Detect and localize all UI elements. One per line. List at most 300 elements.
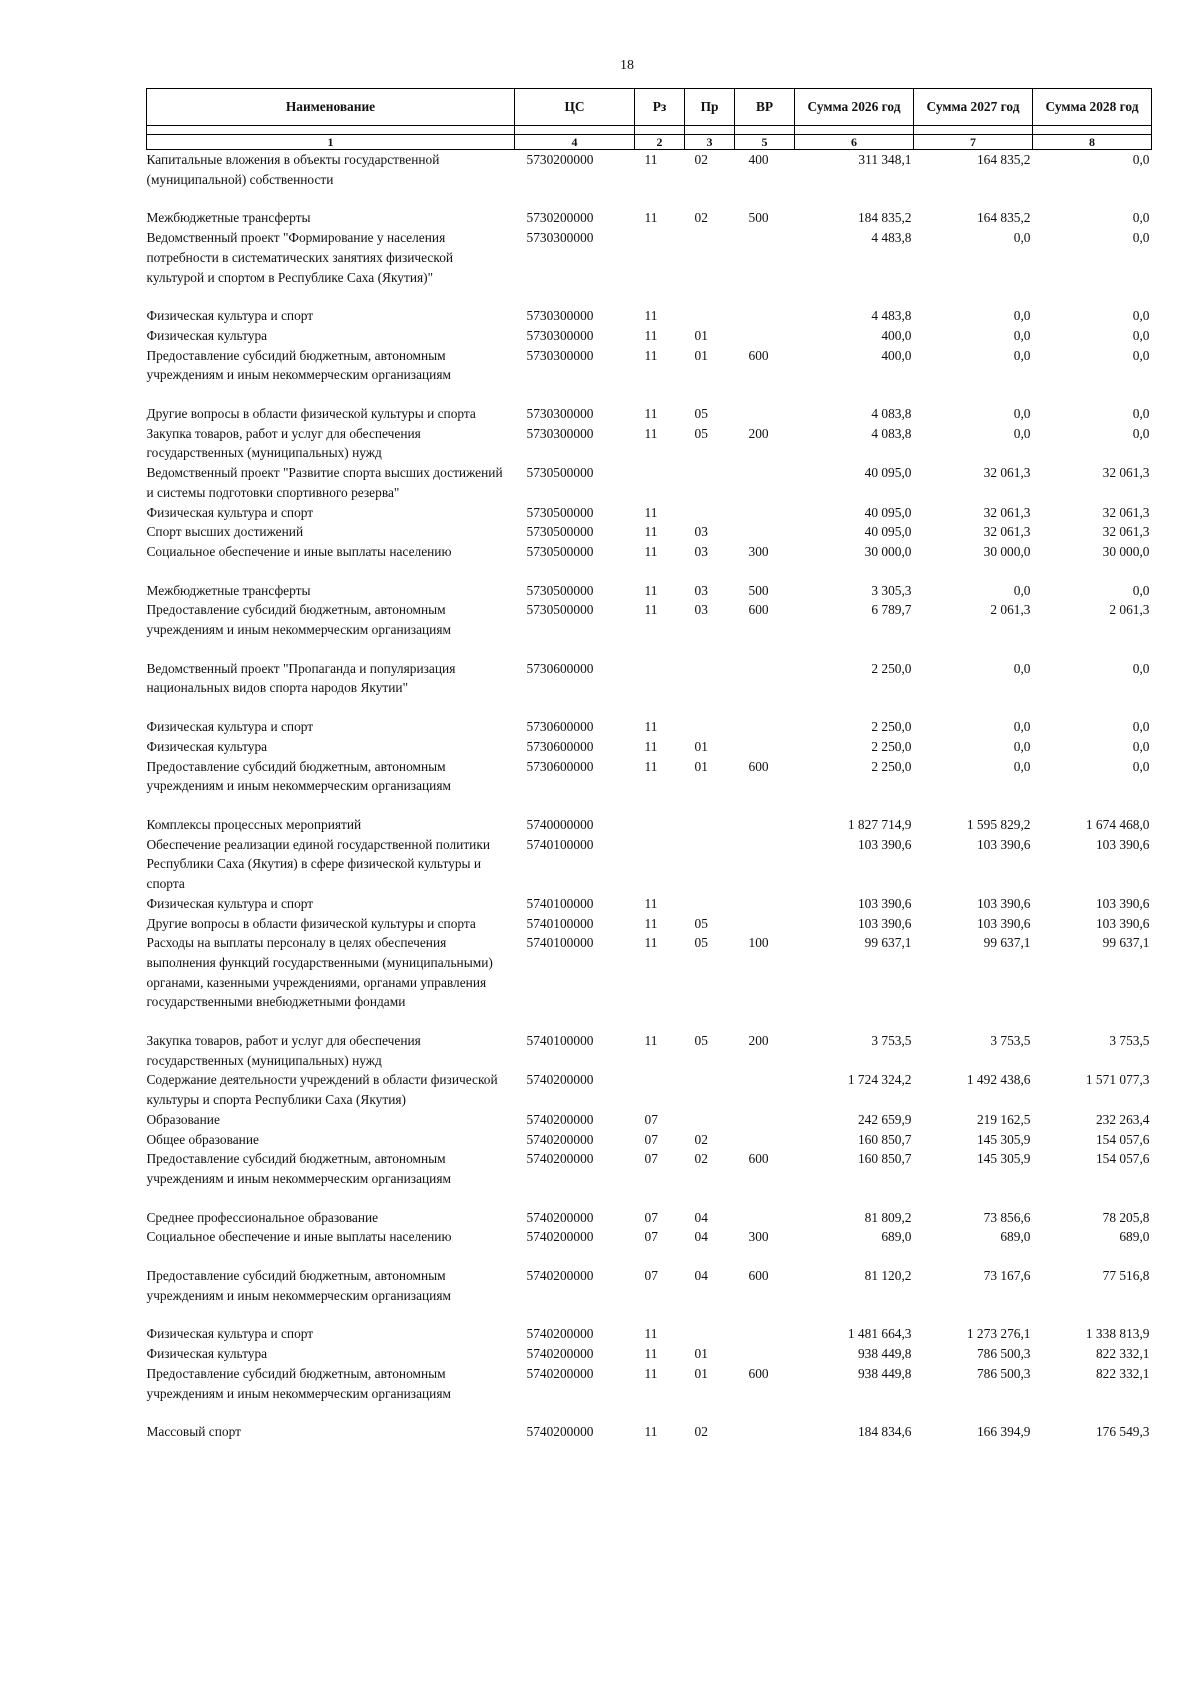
- row-sum-2026: 938 449,8: [857, 1365, 912, 1381]
- row-pr-code: 01: [694, 327, 708, 343]
- table-row: [147, 1324, 1152, 1344]
- column-number: 3: [685, 135, 735, 150]
- table-row: [147, 1364, 1152, 1422]
- row-sum-2028: 1 338 813,9: [1085, 1326, 1150, 1342]
- table-row: [147, 1070, 1152, 1109]
- row-sum-2028: 103 390,6: [1095, 836, 1150, 852]
- row-rz-code: 11: [644, 1033, 658, 1049]
- row-cs-code: 5740200000: [526, 1072, 594, 1088]
- row-rz-code: 11: [644, 582, 658, 598]
- row-cs-code: 5740200000: [526, 1111, 594, 1127]
- row-rz-code: 11: [644, 425, 658, 441]
- table-row: [147, 346, 1152, 404]
- row-pr-code: [685, 306, 735, 326]
- table-row: [147, 757, 1152, 815]
- row-sum-2027: 145 305,9: [976, 1131, 1031, 1147]
- row-rz-code: [635, 228, 685, 306]
- row-sum-2026: 938 449,8: [857, 1346, 912, 1362]
- row-vr-code: 500: [748, 210, 769, 226]
- table-row: [147, 717, 1152, 737]
- row-rz-code: [635, 815, 685, 835]
- row-vr-code: [735, 1422, 795, 1442]
- row-pr-code: 04: [694, 1268, 708, 1284]
- row-sum-2028: 0,0: [1132, 327, 1150, 343]
- row-vr-code: 600: [748, 602, 769, 618]
- row-name: Образование: [146, 1111, 220, 1127]
- table-row: [147, 542, 1152, 581]
- row-rz-code: 11: [644, 758, 658, 774]
- row-cs-code: 5740200000: [526, 1229, 594, 1245]
- row-sum-2027: 30 000,0: [983, 543, 1031, 559]
- row-vr-code: [735, 1130, 795, 1150]
- row-rz-code: 07: [644, 1268, 658, 1284]
- table-row: [147, 503, 1152, 523]
- row-sum-2026: 99 637,1: [864, 935, 912, 951]
- row-rz-code: 07: [644, 1151, 658, 1167]
- row-name: Физическая культура: [146, 738, 268, 754]
- row-sum-2027: 1 595 829,2: [966, 816, 1031, 832]
- row-pr-code: 02: [694, 210, 708, 226]
- row-sum-2028: 0,0: [1132, 660, 1150, 676]
- table-row: [147, 737, 1152, 757]
- row-sum-2028: 232 263,4: [1095, 1111, 1150, 1127]
- row-pr-code: [685, 894, 735, 914]
- row-sum-2027: 99 637,1: [983, 935, 1031, 951]
- row-pr-code: [685, 835, 735, 894]
- row-rz-code: 11: [644, 406, 658, 422]
- row-name: Массовый спорт: [146, 1424, 241, 1440]
- table-row: [147, 326, 1152, 346]
- row-name: Другие вопросы в области физической культуры и спорта: [146, 406, 476, 422]
- row-sum-2027: 0,0: [1013, 738, 1031, 754]
- row-cs-code: 5740200000: [526, 1209, 594, 1225]
- row-pr-code: [685, 1070, 735, 1109]
- row-sum-2028: 0,0: [1132, 152, 1150, 167]
- row-rz-code: 07: [644, 1111, 658, 1127]
- row-pr-code: 04: [694, 1209, 708, 1225]
- table-row: [147, 600, 1152, 658]
- row-name: Ведомственный проект "Развитие спорта высших достижений и системы подготовки спортивного резерва": [146, 465, 503, 500]
- row-rz-code: 11: [644, 308, 658, 324]
- row-sum-2028: 0,0: [1132, 406, 1150, 422]
- row-pr-code: [685, 717, 735, 737]
- row-sum-2028: 822 332,1: [1095, 1365, 1150, 1381]
- row-rz-code: [635, 659, 685, 717]
- row-vr-code: [735, 815, 795, 835]
- row-sum-2026: 4 083,8: [871, 425, 912, 441]
- row-name: Предоставление субсидий бюджетным, автономным учреждениям и иным некоммерческим организациям: [146, 1268, 451, 1303]
- row-sum-2027: 0,0: [1013, 758, 1031, 774]
- row-sum-2028: 32 061,3: [1102, 465, 1150, 481]
- table-row: [147, 463, 1152, 502]
- row-sum-2027: 0,0: [1013, 230, 1031, 246]
- row-pr-code: 03: [694, 602, 708, 618]
- row-sum-2027: 0,0: [1013, 327, 1031, 343]
- table-row: [147, 1208, 1152, 1228]
- row-sum-2028: 103 390,6: [1095, 895, 1150, 911]
- row-vr-code: 400: [748, 152, 769, 167]
- table-row: [147, 1130, 1152, 1150]
- column-number: 2: [635, 135, 685, 150]
- table-row: [147, 404, 1152, 424]
- row-cs-code: 5730300000: [526, 406, 594, 422]
- row-sum-2028: 154 057,6: [1095, 1151, 1150, 1167]
- row-pr-code: 03: [694, 524, 708, 540]
- row-pr-code: 05: [694, 425, 708, 441]
- row-name: Ведомственный проект "Пропаганда и популяризация национальных видов спорта народов Якутии": [146, 660, 456, 696]
- table-row: [147, 208, 1152, 228]
- row-pr-code: 05: [694, 935, 708, 951]
- row-name: Физическая культура и спорт: [146, 308, 314, 324]
- row-rz-code: 11: [644, 504, 658, 520]
- row-sum-2027: 0,0: [1013, 719, 1031, 735]
- row-vr-code: [735, 835, 795, 894]
- row-sum-2028: 1 674 468,0: [1085, 816, 1150, 832]
- row-vr-code: 200: [748, 425, 769, 441]
- row-rz-code: 11: [644, 719, 658, 735]
- table-row: [147, 150, 1152, 209]
- row-name: Спорт высших достижений: [146, 524, 304, 540]
- row-vr-code: [735, 463, 795, 502]
- row-vr-code: 600: [748, 1365, 769, 1381]
- row-name: Межбюджетные трансферты: [146, 210, 311, 226]
- row-name: Другие вопросы в области физической культуры и спорта: [146, 915, 476, 931]
- table-row: [147, 424, 1152, 463]
- row-sum-2027: 0,0: [1013, 406, 1031, 422]
- row-cs-code: 5730500000: [526, 524, 594, 540]
- row-cs-code: 5730600000: [526, 719, 594, 735]
- row-sum-2027: 1 492 438,6: [966, 1072, 1031, 1088]
- table-row: [147, 659, 1152, 717]
- row-vr-code: [735, 1208, 795, 1228]
- row-sum-2026: 2 250,0: [871, 660, 912, 676]
- row-sum-2026: 2 250,0: [871, 719, 912, 735]
- row-sum-2026: 81 120,2: [864, 1268, 912, 1284]
- row-sum-2028: 0,0: [1132, 582, 1150, 598]
- row-name: Закупка товаров, работ и услуг для обеспечения государственных (муниципальных) нужд: [146, 1033, 421, 1068]
- row-sum-2028: 0,0: [1132, 210, 1150, 226]
- row-vr-code: [735, 1324, 795, 1344]
- row-sum-2027: 73 167,6: [983, 1268, 1031, 1284]
- row-sum-2028: 689,0: [1119, 1229, 1150, 1245]
- table-row: [147, 1422, 1152, 1442]
- column-number: 1: [147, 135, 515, 150]
- row-sum-2026: 81 809,2: [864, 1209, 912, 1225]
- row-pr-code: 03: [694, 582, 708, 598]
- row-sum-2028: 2 061,3: [1109, 602, 1150, 618]
- row-vr-code: 600: [748, 1151, 769, 1167]
- table-row: [147, 835, 1152, 894]
- row-sum-2027: 103 390,6: [976, 836, 1031, 852]
- table-row: [147, 914, 1152, 934]
- row-sum-2027: 0,0: [1013, 308, 1031, 324]
- row-cs-code: 5730300000: [526, 347, 594, 363]
- table-row: [147, 815, 1152, 835]
- row-cs-code: 5730600000: [526, 738, 594, 754]
- row-sum-2027: 0,0: [1013, 582, 1031, 598]
- row-name: Физическая культура и спорт: [146, 719, 314, 735]
- row-sum-2026: 160 850,7: [857, 1151, 912, 1167]
- row-pr-code: 02: [694, 152, 708, 167]
- row-pr-code: [685, 463, 735, 502]
- row-name: Среднее профессиональное образование: [146, 1209, 379, 1225]
- row-pr-code: [685, 228, 735, 306]
- row-sum-2028: 103 390,6: [1095, 915, 1150, 931]
- row-pr-code: 01: [694, 738, 708, 754]
- row-pr-code: 03: [694, 543, 708, 559]
- row-cs-code: 5740200000: [526, 1424, 594, 1440]
- row-rz-code: 11: [644, 524, 658, 540]
- table-row: [147, 1110, 1152, 1130]
- row-name: Предоставление субсидий бюджетным, автономным учреждениям и иным некоммерческим организациям: [146, 758, 451, 794]
- row-pr-code: [685, 659, 735, 717]
- row-name: Предоставление субсидий бюджетным, автономным учреждениям и иным некоммерческим организациям: [146, 1365, 451, 1401]
- row-sum-2026: 40 095,0: [864, 504, 912, 520]
- row-name: Физическая культура и спорт: [146, 504, 314, 520]
- row-rz-code: 11: [644, 543, 658, 559]
- row-sum-2026: 689,0: [881, 1229, 912, 1245]
- row-vr-code: 500: [748, 582, 769, 598]
- row-cs-code: 5730200000: [526, 152, 594, 167]
- row-rz-code: 11: [644, 1365, 658, 1381]
- row-cs-code: 5740200000: [526, 1151, 594, 1167]
- row-cs-code: 5740200000: [526, 1326, 594, 1342]
- table-row: [147, 1266, 1152, 1324]
- row-sum-2026: 103 390,6: [857, 836, 912, 852]
- row-rz-code: 07: [644, 1229, 658, 1245]
- table-row: [147, 933, 1152, 1031]
- row-pr-code: [685, 503, 735, 523]
- row-vr-code: [735, 306, 795, 326]
- row-sum-2027: 0,0: [1013, 660, 1031, 676]
- column-number: 7: [914, 135, 1033, 150]
- row-sum-2027: 0,0: [1013, 347, 1031, 363]
- row-cs-code: 5730300000: [526, 308, 594, 324]
- row-name: Ведомственный проект "Формирование у населения потребности в систематических занятиях физической культурой и спортом в Республике Саха (Якутия)": [146, 230, 454, 285]
- row-sum-2026: 3 305,3: [871, 582, 912, 598]
- row-sum-2027: 103 390,6: [976, 895, 1031, 911]
- row-pr-code: [685, 1324, 735, 1344]
- row-name: Физическая культура и спорт: [146, 895, 314, 911]
- row-sum-2026: 4 483,8: [871, 308, 912, 324]
- row-sum-2027: 219 162,5: [976, 1111, 1031, 1127]
- column-number: 4: [515, 135, 635, 150]
- row-sum-2028: 0,0: [1132, 347, 1150, 363]
- row-name: Предоставление субсидий бюджетным, автономным учреждениям и иным некоммерческим организациям: [146, 602, 451, 638]
- row-sum-2028: 99 637,1: [1102, 935, 1150, 951]
- row-vr-code: [735, 326, 795, 346]
- row-sum-2028: 822 332,1: [1095, 1346, 1150, 1362]
- header-sum-2027: Сумма 2027 год: [914, 89, 1033, 126]
- row-sum-2028: 32 061,3: [1102, 524, 1150, 540]
- row-sum-2027: 32 061,3: [983, 524, 1031, 540]
- row-vr-code: 300: [748, 1229, 769, 1245]
- row-vr-code: [735, 522, 795, 542]
- table-row: [147, 581, 1152, 601]
- row-sum-2027: 164 835,2: [976, 210, 1031, 226]
- row-vr-code: [735, 717, 795, 737]
- row-rz-code: 11: [644, 1424, 658, 1440]
- column-number: 8: [1033, 135, 1152, 150]
- row-cs-code: 5730500000: [526, 504, 594, 520]
- row-sum-2027: 166 394,9: [976, 1424, 1031, 1440]
- table-row: [147, 228, 1152, 306]
- row-rz-code: [635, 1070, 685, 1109]
- row-name: Капитальные вложения в объекты государственной (муниципальной) собственности: [146, 152, 440, 187]
- row-pr-code: 01: [694, 1346, 708, 1362]
- row-cs-code: 5730600000: [526, 660, 594, 676]
- page-number: 18: [620, 58, 634, 73]
- header-rz: Рз: [635, 89, 685, 126]
- table-row: [147, 306, 1152, 326]
- row-vr-code: [735, 1070, 795, 1109]
- row-sum-2028: 32 061,3: [1102, 504, 1150, 520]
- header-sum-2028: Сумма 2028 год: [1033, 89, 1152, 126]
- row-sum-2027: 103 390,6: [976, 915, 1031, 931]
- row-vr-code: [735, 1110, 795, 1130]
- row-vr-code: [735, 914, 795, 934]
- table-header-row: [147, 89, 1152, 126]
- row-pr-code: 01: [694, 1365, 708, 1381]
- row-cs-code: 5740100000: [526, 895, 594, 911]
- row-cs-code: 5730500000: [526, 602, 594, 618]
- row-rz-code: 11: [644, 327, 658, 343]
- row-sum-2028: 0,0: [1132, 719, 1150, 735]
- row-sum-2026: 184 835,2: [857, 210, 912, 226]
- row-rz-code: 11: [644, 895, 658, 911]
- row-name: Обеспечение реализации единой государственной политики Республики Саха (Якутия) в сфере физической культуры и спорта: [146, 836, 491, 892]
- row-name: Закупка товаров, работ и услуг для обеспечения государственных (муниципальных) нужд: [146, 425, 421, 461]
- header-sum-2026: Сумма 2026 год: [795, 89, 914, 126]
- row-sum-2027: 786 500,3: [976, 1346, 1031, 1362]
- row-vr-code: 600: [748, 1268, 769, 1284]
- row-name: Комплексы процессных мероприятий: [146, 816, 362, 832]
- row-sum-2027: 32 061,3: [983, 504, 1031, 520]
- row-sum-2026: 6 789,7: [871, 602, 912, 618]
- row-pr-code: 05: [694, 1033, 708, 1049]
- row-sum-2028: 1 571 077,3: [1085, 1072, 1150, 1088]
- row-vr-code: [735, 1344, 795, 1364]
- row-sum-2028: 3 753,5: [1109, 1033, 1150, 1049]
- row-sum-2027: 32 061,3: [983, 465, 1031, 481]
- row-sum-2028: 77 516,8: [1102, 1268, 1150, 1284]
- row-rz-code: 11: [644, 347, 658, 363]
- row-sum-2026: 40 095,0: [864, 524, 912, 540]
- row-cs-code: 5730600000: [526, 758, 594, 774]
- row-sum-2026: 400,0: [881, 347, 912, 363]
- row-cs-code: 5730300000: [526, 230, 594, 246]
- row-vr-code: 200: [748, 1033, 769, 1049]
- row-rz-code: 11: [644, 210, 658, 226]
- table-row: [147, 1149, 1152, 1207]
- row-sum-2026: 242 659,9: [857, 1111, 912, 1127]
- row-rz-code: 11: [644, 602, 658, 618]
- row-name: Предоставление субсидий бюджетным, автономным учреждениям и иным некоммерческим организациям: [146, 347, 451, 383]
- row-sum-2028: 0,0: [1132, 230, 1150, 246]
- row-sum-2028: 176 549,3: [1095, 1424, 1150, 1440]
- row-sum-2027: 164 835,2: [976, 152, 1031, 167]
- header-spacer-row: [147, 126, 1152, 135]
- row-sum-2026: 103 390,6: [857, 915, 912, 931]
- row-sum-2027: 2 061,3: [990, 602, 1031, 618]
- row-sum-2026: 40 095,0: [864, 465, 912, 481]
- row-cs-code: 5730500000: [526, 543, 594, 559]
- row-rz-code: 11: [644, 738, 658, 754]
- row-vr-code: [735, 404, 795, 424]
- row-name: Физическая культура: [146, 327, 268, 343]
- row-sum-2027: 689,0: [1000, 1229, 1031, 1245]
- row-sum-2027: 73 856,6: [983, 1209, 1031, 1225]
- table-row: [147, 522, 1152, 542]
- row-sum-2026: 311 348,1: [858, 152, 912, 167]
- row-sum-2028: 154 057,6: [1095, 1131, 1150, 1147]
- row-cs-code: 5730200000: [526, 210, 594, 226]
- row-pr-code: 02: [694, 1131, 708, 1147]
- row-sum-2028: 0,0: [1132, 425, 1150, 441]
- row-cs-code: 5730300000: [526, 327, 594, 343]
- row-cs-code: 5740200000: [526, 1365, 594, 1381]
- column-number: 5: [735, 135, 795, 150]
- row-pr-code: 01: [694, 347, 708, 363]
- column-number-row: [147, 135, 1152, 150]
- row-vr-code: [735, 228, 795, 306]
- row-cs-code: 5740100000: [526, 935, 594, 951]
- row-cs-code: 5740200000: [526, 1346, 594, 1362]
- row-vr-code: 300: [748, 543, 769, 559]
- row-sum-2028: 0,0: [1132, 308, 1150, 324]
- row-cs-code: 5740200000: [526, 1268, 594, 1284]
- row-sum-2026: 2 250,0: [871, 758, 912, 774]
- row-pr-code: [685, 1110, 735, 1130]
- row-rz-code: 11: [644, 935, 658, 951]
- row-rz-code: 11: [644, 152, 658, 167]
- row-sum-2026: 3 753,5: [871, 1033, 912, 1049]
- table-row: [147, 1031, 1152, 1070]
- row-name: Социальное обеспечение и иные выплаты населению: [146, 543, 452, 559]
- row-sum-2026: 30 000,0: [864, 543, 912, 559]
- row-rz-code: 11: [644, 915, 658, 931]
- row-name: Предоставление субсидий бюджетным, автономным учреждениям и иным некоммерческим организациям: [146, 1151, 451, 1186]
- row-rz-code: [635, 463, 685, 502]
- row-pr-code: 05: [694, 406, 708, 422]
- row-pr-code: 02: [694, 1151, 708, 1167]
- row-sum-2028: 0,0: [1132, 758, 1150, 774]
- budget-table: [146, 88, 1152, 1442]
- row-vr-code: [735, 503, 795, 523]
- row-cs-code: 5740200000: [526, 1131, 594, 1147]
- row-cs-code: 5740100000: [526, 915, 594, 931]
- row-name: Физическая культура и спорт: [146, 1326, 314, 1342]
- row-sum-2026: 103 390,6: [857, 895, 912, 911]
- row-name: Содержание деятельности учреждений в области физической культуры и спорта Республики Саха (Якутия): [146, 1072, 498, 1108]
- row-vr-code: [735, 894, 795, 914]
- row-rz-code: [635, 835, 685, 894]
- row-sum-2026: 4 483,8: [871, 230, 912, 246]
- row-sum-2026: 1 724 324,2: [847, 1072, 912, 1088]
- header-pr: Пр: [685, 89, 735, 126]
- row-rz-code: 07: [644, 1131, 658, 1147]
- row-name: Физическая культура: [146, 1346, 268, 1362]
- row-name: Межбюджетные трансферты: [146, 582, 311, 598]
- row-sum-2027: 786 500,3: [976, 1365, 1031, 1381]
- row-rz-code: 07: [644, 1209, 658, 1225]
- row-sum-2027: 0,0: [1013, 425, 1031, 441]
- row-cs-code: 5740100000: [526, 836, 594, 852]
- column-number: 6: [795, 135, 914, 150]
- row-pr-code: 04: [694, 1229, 708, 1245]
- row-cs-code: 5730500000: [526, 465, 594, 481]
- row-rz-code: 11: [644, 1346, 658, 1362]
